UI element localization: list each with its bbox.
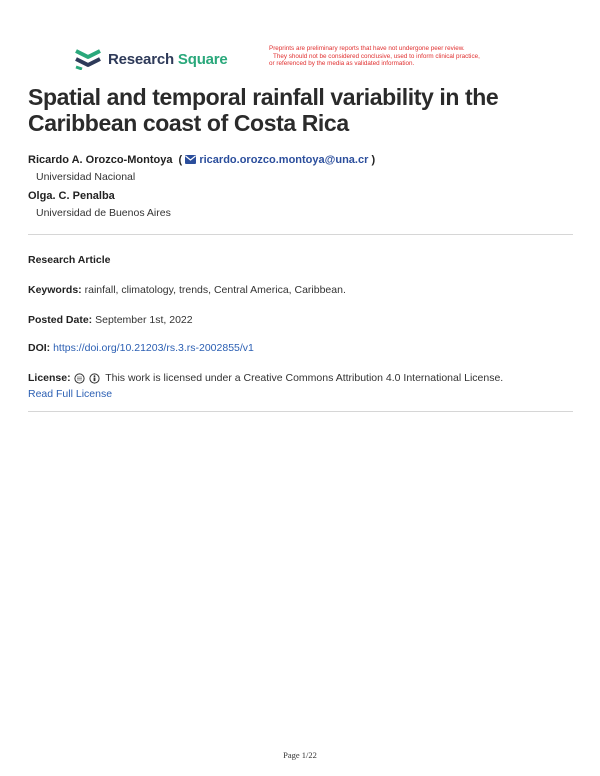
envelope-icon — [185, 155, 196, 164]
disclaimer-line-2: They should not be considered conclusive, used to inform clinical practice, — [273, 52, 480, 60]
divider-top — [28, 234, 573, 235]
posted-date-label: Posted Date: — [28, 314, 93, 326]
author-2-affiliation: Universidad de Buenos Aires — [36, 207, 171, 219]
author-1-name: Ricardo A. Orozco-Montoya — [28, 154, 173, 166]
title-line-1: Spatial and temporal rainfall variability in the — [28, 84, 499, 110]
disclaimer-line-3: or referenced by the media as validated information. — [269, 60, 415, 67]
read-full-license-link[interactable]: Read Full License — [28, 388, 113, 400]
author-1: Ricardo A. Orozco-Montoya ( ricardo.orozco.montoya@una.cr ) — [28, 154, 376, 166]
keywords-value: rainfall, climatology, trends, Central America, Caribbean. — [84, 284, 346, 296]
doi-label: DOI: — [28, 342, 51, 354]
article-type — [28, 254, 111, 266]
license-text: This work is licensed under a Creative Commons Attribution 4.0 International License. — [105, 372, 504, 384]
brand-name — [108, 51, 228, 68]
research-square-logo[interactable] — [74, 48, 228, 70]
page-number: Page 1/22 — [283, 750, 317, 760]
doi-row — [28, 342, 254, 354]
paper-title — [28, 84, 548, 136]
author-1-affiliation: Universidad Nacional — [36, 171, 136, 183]
keywords-row — [28, 284, 346, 296]
article-type-label: Research Article — [28, 254, 111, 266]
license-label: License: — [28, 372, 71, 384]
title-line-2: Caribbean coast of Costa Rica — [28, 110, 349, 136]
license-row — [28, 372, 503, 384]
author-2-name: Olga. C. Penalba — [28, 190, 115, 202]
preprint-disclaimer — [269, 45, 529, 68]
disclaimer-line-1: Preprints are preliminary reports that have not undergone peer review. — [269, 45, 465, 52]
brand-word-square: Square — [177, 50, 228, 68]
research-square-logo-icon — [74, 48, 102, 70]
posted-date-row — [28, 314, 193, 326]
cc-by-icon — [89, 373, 100, 384]
divider-bottom — [28, 411, 573, 412]
author-1-email-link[interactable]: ricardo.orozco.montoya@una.cr — [199, 154, 369, 166]
brand-word-research: Research — [108, 50, 174, 68]
keywords-label: Keywords: — [28, 284, 82, 296]
doi-link[interactable]: https://doi.org/10.21203/rs.3.rs-2002855/v1 — [53, 342, 254, 354]
posted-date-value: September 1st, 2022 — [95, 314, 193, 326]
cc-icon — [74, 373, 85, 384]
